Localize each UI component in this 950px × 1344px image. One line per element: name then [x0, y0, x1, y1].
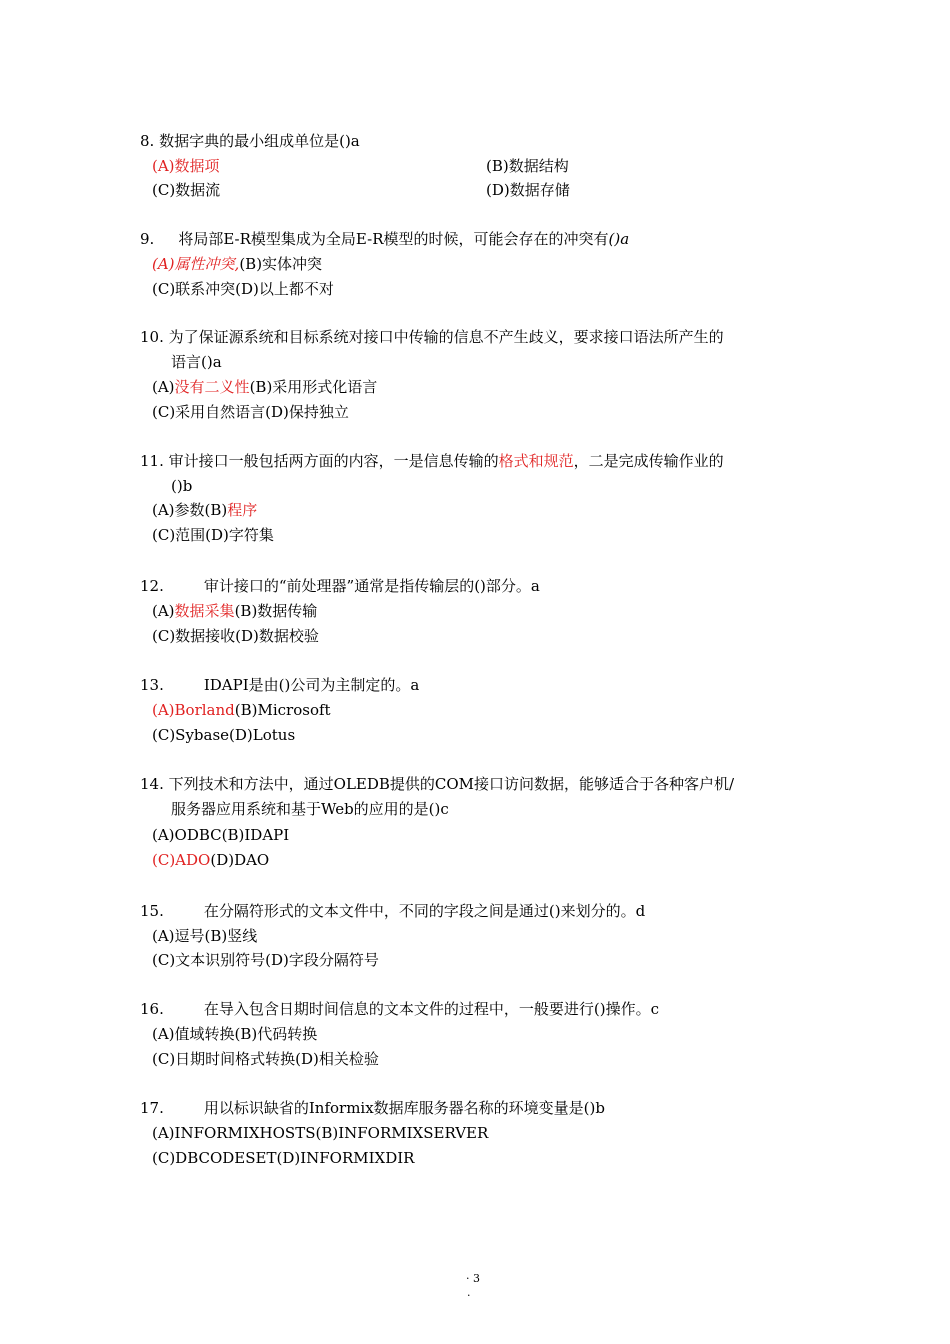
question-text-cont: 服务器应用系统和基于Web的应用的是()c	[171, 800, 449, 818]
options-ab	[152, 254, 322, 274]
question-text: 为了保证源系统和目标系统对接口中传输的信息不产生歧义，要求接口语法所产生的	[168, 328, 724, 346]
options-ab	[152, 700, 331, 720]
options-ab: (A)INFORMIXHOSTS(B)INFORMIXSERVER	[152, 1124, 489, 1142]
option-d: (D)数据存储	[486, 181, 570, 199]
question-8	[140, 131, 360, 151]
question-number: 17.	[140, 1099, 164, 1117]
question-13	[140, 675, 419, 695]
options-cd: (C)范围(D)字符集	[152, 526, 274, 544]
question-text-tail: ，二是完成传输作业的	[573, 452, 724, 470]
question-text: 在分隔符形式的文本文件中，不同的字段之间是通过()来划分的。d	[203, 902, 646, 920]
option-b: (B)Microsoft	[234, 701, 331, 719]
question-text-cont: ()b	[171, 477, 193, 495]
option-label: (A)	[152, 378, 175, 396]
question-number: 8.	[140, 132, 155, 150]
question-16	[140, 999, 659, 1019]
option-c: (C)数据流	[152, 181, 221, 199]
footer-dot: ·	[467, 1289, 471, 1302]
option-a: (A)参数(B)	[152, 501, 228, 519]
option-label: (A)	[152, 157, 175, 175]
options-cd: (C)日期时间格式转换(D)相关检验	[152, 1050, 379, 1068]
options-ab: (A)ODBC(B)IDAPI	[152, 826, 290, 844]
question-9	[140, 229, 629, 249]
question-number: 15.	[140, 902, 164, 920]
question-text: 数据字典的最小组成单位是()a	[159, 132, 360, 150]
question-number: 14.	[140, 775, 164, 793]
answer-highlight: 没有二义性	[174, 378, 250, 396]
question-number: 16.	[140, 1000, 164, 1018]
question-text: 审计接口的“前处理器”通常是指传输层的()部分。a	[203, 577, 540, 595]
question-text: 审计接口一般包括两方面的内容，一是信息传输的	[168, 452, 499, 470]
question-number: 11.	[140, 452, 164, 470]
answer-highlight: (A)Borland	[152, 701, 235, 719]
options-cd: (C)数据接收(D)数据校验	[152, 627, 319, 645]
question-17	[140, 1098, 605, 1118]
question-text-cont: 语言()a	[171, 353, 222, 371]
answer-highlight: 程序	[227, 501, 258, 519]
answer-highlight: 数据项	[174, 157, 220, 175]
answer-highlight: 数据采集	[174, 602, 235, 620]
answer-highlight: (A)属性冲突,	[152, 255, 240, 273]
options-cd: (C)联系冲突(D)以上都不对	[152, 280, 334, 298]
question-10	[140, 327, 724, 347]
question-12	[140, 576, 540, 596]
page-number: · 3	[466, 1272, 480, 1285]
question-text: 将局部E-R模型集成为全局E-R模型的时候，可能会存在的冲突有	[178, 230, 609, 248]
options-cd	[152, 850, 269, 870]
options-cd: (C)Sybase(D)Lotus	[152, 726, 296, 744]
options-ab	[152, 500, 257, 520]
options-ab: (A)逗号(B)竖线	[152, 927, 258, 945]
option-b: (B)数据传输	[234, 602, 318, 620]
question-15	[140, 901, 645, 921]
option-d: (D)DAO	[210, 851, 270, 869]
option-b: (B)数据结构	[486, 157, 569, 175]
question-text: 下列技术和方法中，通过OLEDB提供的COM接口访问数据，能够适合于各种客户机/	[168, 775, 735, 793]
text-highlight: 格式和规范	[498, 452, 574, 470]
question-number: 9.	[140, 230, 155, 248]
question-number: 13.	[140, 676, 164, 694]
question-number: 12.	[140, 577, 164, 595]
option-b: (B)实体冲突	[239, 255, 323, 273]
options-cd: (C)采用自然语言(D)保持独立	[152, 403, 349, 421]
option-label: (A)	[152, 602, 175, 620]
options-ab	[152, 601, 317, 621]
options-ab: (A)值域转换(B)代码转换	[152, 1025, 318, 1043]
question-text: IDAPI是由()公司为主制定的。a	[203, 676, 420, 694]
options-cd: (C)文本识别符号(D)字段分隔符号	[152, 951, 379, 969]
question-text: 在导入包含日期时间信息的文本文件的过程中，一般要进行()操作。c	[203, 1000, 659, 1018]
option-b: (B)采用形式化语言	[249, 378, 378, 396]
options-ab	[152, 377, 377, 397]
question-number: 10.	[140, 328, 164, 346]
question-11	[140, 451, 724, 471]
question-14	[140, 774, 734, 794]
option-a	[152, 156, 220, 176]
options-cd: (C)DBCODESET(D)INFORMIXDIR	[152, 1149, 415, 1167]
question-text: 用以标识缺省的Informix数据库服务器名称的环境变量是()b	[203, 1099, 605, 1117]
answer-highlight: (C)ADO	[152, 851, 211, 869]
question-answer: ()a	[608, 230, 630, 248]
